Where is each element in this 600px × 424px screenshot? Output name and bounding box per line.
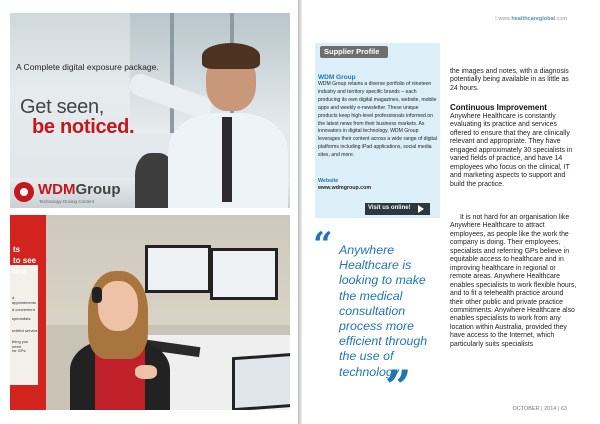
headset-icon bbox=[92, 287, 102, 303]
footer-month: OCTOBER bbox=[512, 406, 540, 412]
banner-small-5: thing you need bbox=[12, 339, 29, 349]
call-center-photo bbox=[10, 215, 290, 410]
supplier-profile-label: Supplier Profile bbox=[324, 47, 380, 56]
url-site: healthcareglobal bbox=[511, 16, 556, 22]
site-url-header[interactable] bbox=[495, 16, 567, 22]
banner-small-2: d convenient bbox=[12, 307, 35, 312]
woman-hands bbox=[135, 365, 157, 379]
logo-wdm-text: WDM bbox=[38, 181, 76, 198]
banner-small-3: specialists bbox=[12, 316, 31, 321]
laptop bbox=[232, 353, 290, 410]
open-quote-icon: “ bbox=[313, 225, 333, 265]
article-paragraph-2: It is not hard for an organisation like Anywhere Healthcare to attract employees, as people like the work the company is doing. Their employees, specialists and referring GPs believe in equitable access to healthcare and in improving healthcare in regional or remote areas. Anywhere Healthcare enables specialists to work flexible hours, and to fit a telehealth practice around their other public and private practice commitments. Anywhere Healthcare also enables specialists to work from any location within Australia, provided they have access to the Internet, which particularly suits specialists bbox=[450, 214, 577, 348]
man-hair bbox=[202, 43, 260, 69]
wdm-logo-icon bbox=[14, 182, 34, 202]
logo-wordmark bbox=[38, 181, 121, 198]
footer-year: 2014 bbox=[544, 406, 557, 412]
banner-small-6: for GPs bbox=[12, 348, 26, 353]
wdm-group-logo[interactable] bbox=[14, 178, 124, 206]
man-tie bbox=[222, 117, 232, 202]
url-suffix: .com bbox=[555, 16, 567, 22]
banner-small-1: d appointments bbox=[12, 295, 37, 305]
banner-small-4: unified service bbox=[12, 328, 38, 333]
logo-group-text: Group bbox=[75, 181, 121, 198]
banner-text-3: line bbox=[13, 267, 27, 276]
visit-online-label[interactable]: Visit us online! bbox=[368, 205, 411, 211]
logo-subtitle: Technology Driving Content bbox=[39, 199, 95, 204]
article-paragraph-1: Anywhere Healthcare is constantly evaluating its practice and services offered to ensure that they are clinically relevant and appropriate. They have engaged approximately 30 specialists in varied fields of practice, and have 14 employees who focus on the clinical, IT and marketing aspects to support and build the practice. bbox=[450, 113, 573, 188]
supplier-description: WDM Group retains a diverse portfolio of nineteen industry and territory specific brands – each producing its own digital magazines, website, mobile apps and weekly e-newsletter. These unique products keep high-level professionals informed on the latest news from their business markets. As innovators in digital technology, WDM Group leverages their content across a wide range of digital platforms including iPad applications, social media sites, and more. bbox=[318, 81, 437, 159]
arrow-right-icon[interactable] bbox=[418, 205, 424, 213]
ad-headline-1: Get seen, bbox=[20, 96, 105, 118]
monitor-left bbox=[145, 245, 211, 293]
section-heading: Continuous Improvement bbox=[450, 103, 547, 112]
monitor-right bbox=[210, 248, 278, 300]
banner-panel bbox=[10, 265, 38, 385]
article-intro: the images and notes, with a diagnosis potentially being available in as little as 24 hours. bbox=[450, 68, 569, 92]
website-link[interactable]: www.wdmgroup.com bbox=[318, 185, 372, 191]
window-bar bbox=[170, 13, 174, 133]
ad-tagline: A Complete digital exposure package. bbox=[16, 62, 159, 72]
page-footer: OCTOBER | 2014 | 63 bbox=[512, 406, 567, 412]
woman-face bbox=[98, 281, 138, 331]
banner-text-2: to see bbox=[13, 256, 37, 265]
banner-text-1: ts bbox=[13, 245, 21, 254]
ad-headline-2: be noticed. bbox=[32, 116, 135, 138]
supplier-company-name: WDM Group bbox=[318, 74, 356, 81]
close-quote-icon: ” bbox=[385, 360, 412, 414]
url-prefix: | www. bbox=[495, 16, 512, 22]
page-number: 63 bbox=[560, 406, 567, 412]
website-label: Website bbox=[318, 178, 339, 184]
pull-quote: Anywhere Healthcare is looking to make the medical consultation process more efficient through the use of technology bbox=[339, 243, 428, 379]
